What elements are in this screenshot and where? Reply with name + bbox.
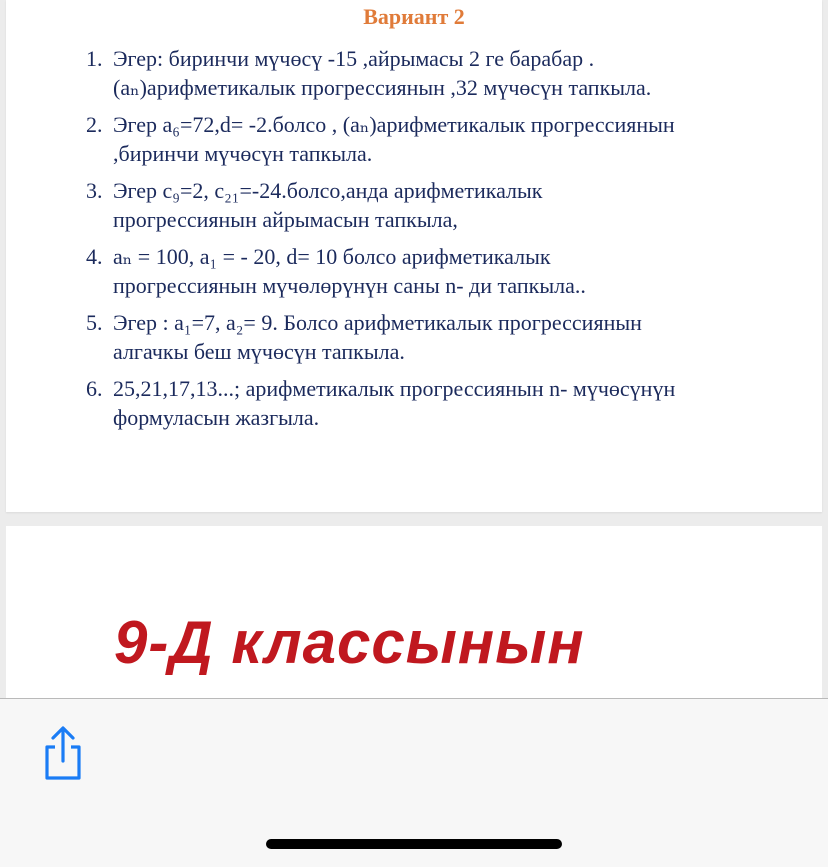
share-button[interactable] [38, 725, 88, 781]
task-item [86, 374, 776, 432]
task-item [86, 176, 776, 234]
task-item [86, 44, 776, 102]
document-page [6, 0, 822, 512]
task-line: алгачкы беш мүчөсүн тапкыла. [113, 339, 405, 364]
task-text [113, 44, 776, 102]
task-number: 1. [86, 46, 103, 71]
task-item [86, 242, 776, 300]
task-line: Эгер: биринчи мүчөсү -15 ,айрымасы 2 ге барабар . [113, 46, 595, 71]
home-indicator [266, 839, 562, 849]
task-text [113, 308, 776, 366]
task-item [86, 110, 776, 168]
task-line: 25,21,17,13...; арифметикалык прогрессиянын n- мүчөсүнүн [113, 376, 676, 401]
task-line: Эгер a₆=72,d= -2.болсо , (aₙ)арифметикалык прогрессиянын [113, 112, 675, 137]
task-text [113, 374, 776, 432]
task-line: прогрессиянын айрымасын тапкыла, [113, 207, 458, 232]
task-line: формуласын жазгыла. [113, 405, 320, 430]
task-line: ,биринчи мүчөсүн тапкыла. [113, 141, 373, 166]
task-list [86, 44, 776, 440]
class-heading: 9-Д классынын [114, 609, 585, 676]
next-page [6, 526, 822, 726]
task-text [113, 110, 776, 168]
task-line: Эгер : a₁=7, a₂= 9. Болсо арифметикалык прогрессиянын [113, 310, 642, 335]
task-text [113, 176, 776, 234]
share-icon [38, 725, 88, 781]
task-line: (aₙ)арифметикалык прогрессиянын ,32 мүчөсүн тапкыла. [113, 75, 652, 100]
task-number: 5. [86, 310, 103, 335]
task-number: 3. [86, 178, 103, 203]
task-line: aₙ = 100, a₁ = - 20, d= 10 болсо арифметикалык [113, 244, 551, 269]
task-item [86, 308, 776, 366]
task-number: 6. [86, 376, 103, 401]
bottom-toolbar [0, 698, 828, 867]
task-number: 4. [86, 244, 103, 269]
task-text [113, 242, 776, 300]
task-line: Эгер c₉=2, c₂₁=-24.болсо,анда арифметикалык [113, 178, 543, 203]
variant-title: Вариант 2 [363, 4, 465, 29]
task-number: 2. [86, 112, 103, 137]
task-line: прогрессиянын мүчөлөрүнүн саны n- ди тапкыла.. [113, 273, 586, 298]
